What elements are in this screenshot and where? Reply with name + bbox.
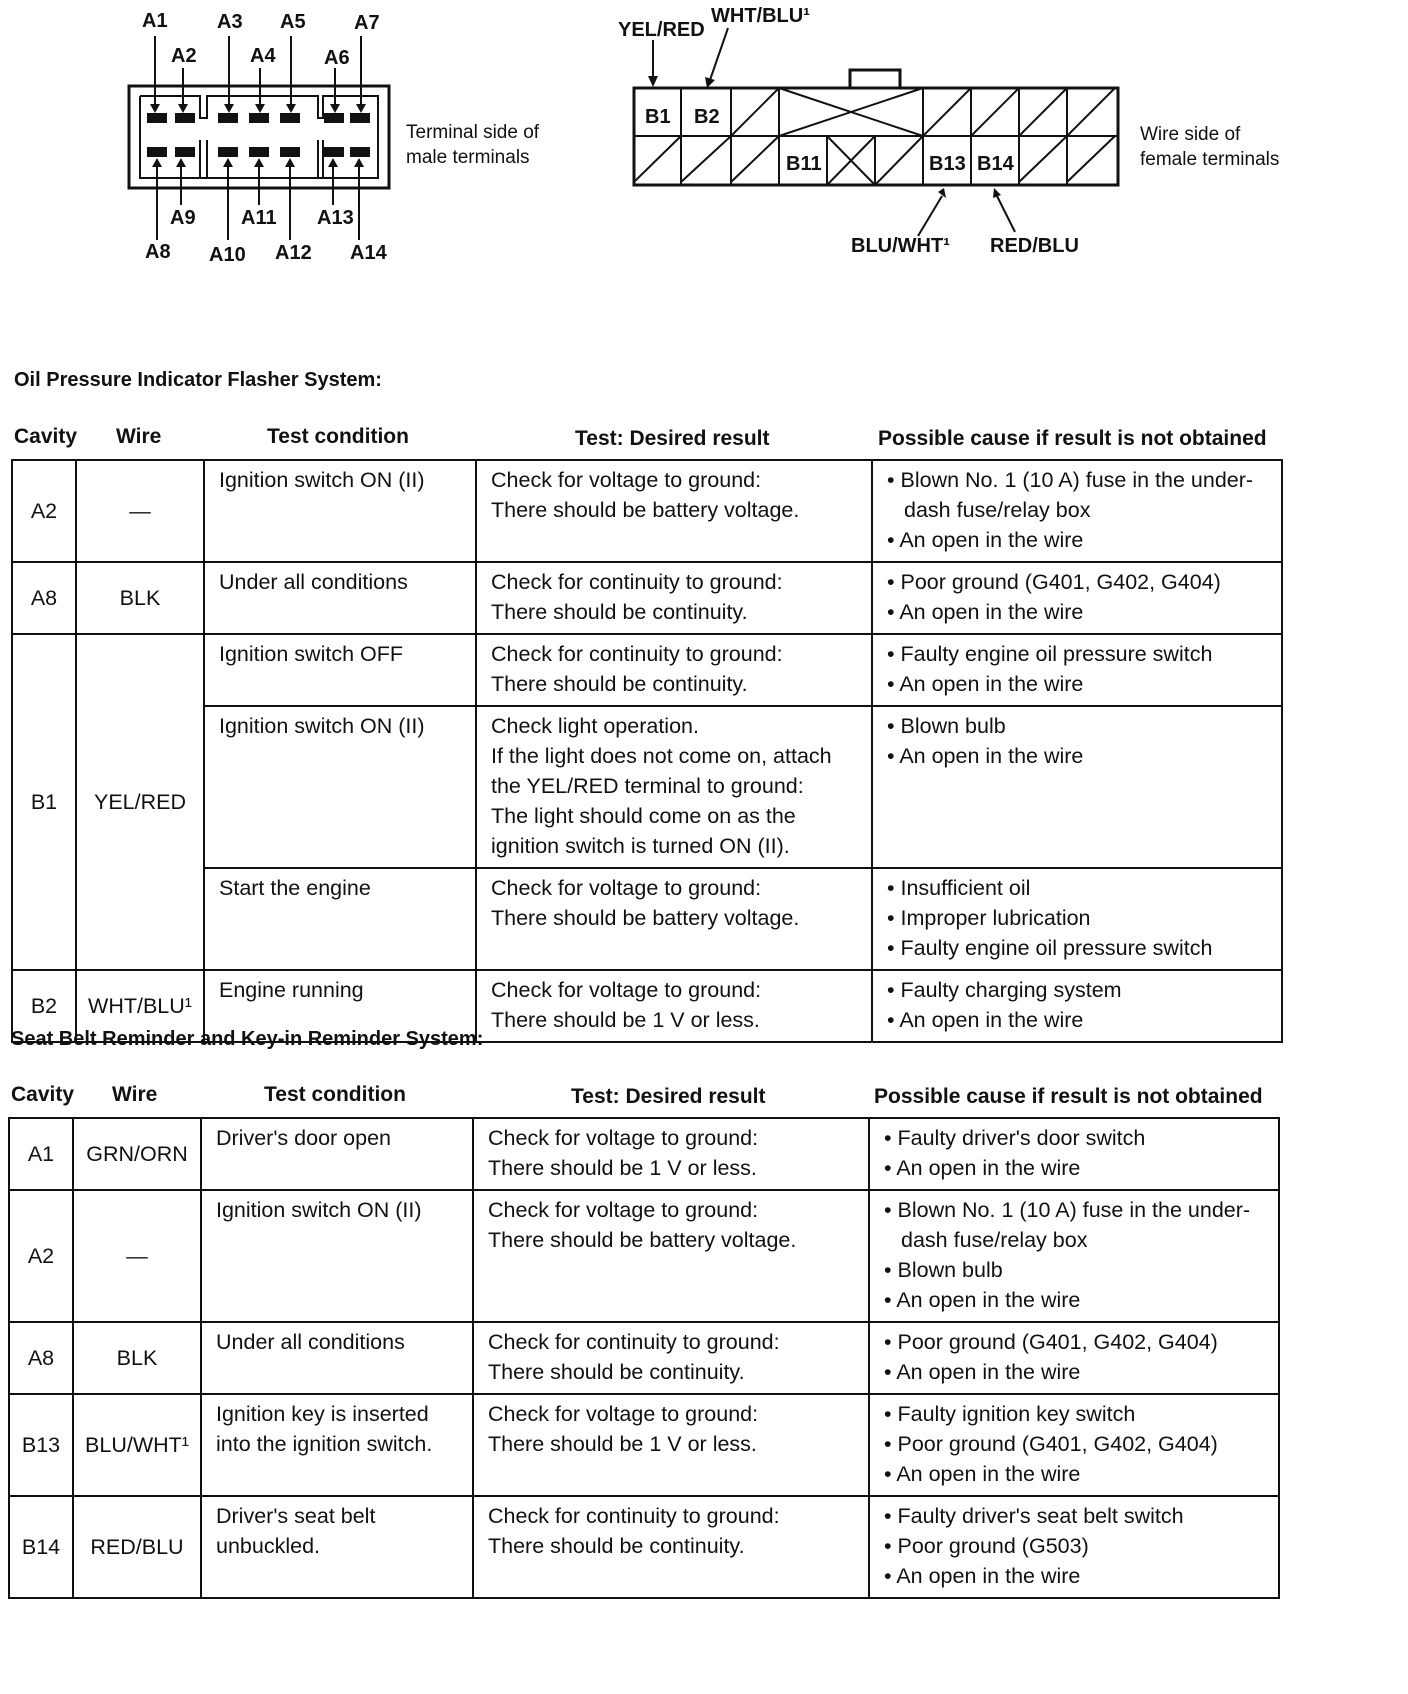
test-condition-cell-line: Start the engine <box>219 876 371 900</box>
pin-label-a3: A3 <box>217 11 243 33</box>
wire-cell: — <box>73 1190 201 1322</box>
possible-cause-cell-line: • Faulty engine oil pressure switch <box>887 936 1213 960</box>
test-condition-cell-line: Ignition switch OFF <box>219 642 403 666</box>
desired-result-cell-line: Check for voltage to ground: <box>488 1402 759 1426</box>
possible-cause-cell-line: • Faulty engine oil pressure switch <box>887 642 1213 666</box>
possible-cause-cell <box>869 1118 1279 1190</box>
test-condition-cell-line: unbuckled. <box>216 1534 320 1558</box>
oil-pressure-table <box>11 459 1283 1043</box>
desired-result-cell-line: the YEL/RED terminal to ground: <box>491 774 804 798</box>
test-condition-cell <box>204 460 476 562</box>
possible-cause-cell-line: • Faulty charging system <box>887 978 1122 1002</box>
desired-result-cell-line: There should be battery voltage. <box>488 1228 797 1252</box>
possible-cause-cell-line: • An open in the wire <box>884 1288 1081 1312</box>
test-condition-cell <box>204 706 476 868</box>
possible-cause-cell-line: • Poor ground (G401, G402, G404) <box>884 1330 1218 1354</box>
desired-result-cell-line: There should be continuity. <box>491 672 748 696</box>
table-row <box>9 1190 1279 1322</box>
oil-table-body <box>12 460 1282 1042</box>
pin-label-a5: A5 <box>280 11 306 33</box>
table-row <box>9 1322 1279 1394</box>
desired-result-cell <box>476 868 872 970</box>
possible-cause-cell-line: • Blown bulb <box>887 714 1006 738</box>
seat-belt-table <box>8 1117 1280 1599</box>
cavity-cell: A2 <box>9 1190 73 1322</box>
table-row <box>9 1118 1279 1190</box>
test-condition-cell-line: Ignition key is inserted <box>216 1402 429 1426</box>
test-condition-cell-line: Driver's door open <box>216 1126 391 1150</box>
possible-cause-cell <box>872 634 1282 706</box>
pin-label-a13: A13 <box>317 207 354 229</box>
male-terminal-pins <box>147 113 370 157</box>
possible-cause-cell-line: • Blown No. 1 (10 A) fuse in the under-dash fuse/relay box <box>887 468 1254 522</box>
table-row <box>9 1496 1279 1598</box>
cell-label-b2: B2 <box>694 106 720 128</box>
desired-result-cell <box>476 634 872 706</box>
wire-cell: GRN/ORN <box>73 1118 201 1190</box>
desired-result-cell-line: There should be continuity. <box>488 1534 745 1558</box>
possible-cause-cell-line: • An open in the wire <box>887 528 1084 552</box>
possible-cause-cell <box>872 868 1282 970</box>
header-desired-result: Test: Desired result <box>575 427 770 450</box>
desired-result-cell-line: Check for continuity to ground: <box>488 1504 780 1528</box>
table-row <box>12 460 1282 562</box>
wire-cell: BLU/WHT¹ <box>73 1394 201 1496</box>
possible-cause-cell-line: • Faulty driver's seat belt switch <box>884 1504 1184 1528</box>
wire-cell: RED/BLU <box>73 1496 201 1598</box>
possible-cause-cell-line: • Poor ground (G401, G402, G404) <box>884 1432 1218 1456</box>
test-condition-cell <box>201 1322 473 1394</box>
possible-cause-cell <box>869 1190 1279 1322</box>
pin-label-yel-red: YEL/RED <box>618 19 705 41</box>
desired-result-cell <box>476 460 872 562</box>
desired-result-cell-line: There should be 1 V or less. <box>488 1156 757 1180</box>
cavity-cell: B13 <box>9 1394 73 1496</box>
test-condition-cell-line: Under all conditions <box>219 570 408 594</box>
pin-label-a9: A9 <box>170 207 196 229</box>
possible-cause-cell-line: • An open in the wire <box>887 672 1084 696</box>
pin-label-a12: A12 <box>275 242 312 264</box>
desired-result-cell <box>476 970 872 1042</box>
cell-label-b1: B1 <box>645 106 671 128</box>
test-condition-cell-line: Ignition switch ON (II) <box>216 1198 422 1222</box>
desired-result-cell-line: Check light operation. <box>491 714 699 738</box>
pin-label-a10: A10 <box>209 244 246 266</box>
test-condition-cell-line: Driver's seat belt <box>216 1504 376 1528</box>
header-test-condition: Test condition <box>264 1083 406 1106</box>
cavity-cell: A1 <box>9 1118 73 1190</box>
cavity-cell: A2 <box>12 460 76 562</box>
desired-result-cell-line: There should be 1 V or less. <box>491 1008 760 1032</box>
pin-label-a7: A7 <box>354 12 380 34</box>
header-test-condition: Test condition <box>267 425 409 448</box>
desired-result-cell-line: ignition switch is turned ON (II). <box>491 834 790 858</box>
desired-result-cell-line: There should be 1 V or less. <box>488 1432 757 1456</box>
possible-cause-cell <box>872 706 1282 868</box>
possible-cause-cell-line: • An open in the wire <box>884 1564 1081 1588</box>
seat-section-title: Seat Belt Reminder and Key-in Reminder System: <box>11 1028 484 1050</box>
test-condition-cell <box>204 868 476 970</box>
desired-result-cell <box>473 1118 869 1190</box>
oil-section-title: Oil Pressure Indicator Flasher System: <box>14 369 382 391</box>
possible-cause-cell-line: • Improper lubrication <box>887 906 1091 930</box>
cavity-cell: B1 <box>12 634 76 970</box>
female-connector-latch <box>850 70 900 88</box>
desired-result-cell-line: There should be continuity. <box>491 600 748 624</box>
female-cell-grid <box>634 88 1118 185</box>
desired-result-cell-line: Check for voltage to ground: <box>488 1126 759 1150</box>
male-connector-caption: Terminal side of male terminals <box>406 122 540 168</box>
cell-label-b11: B11 <box>786 153 822 175</box>
header-possible-cause: Possible cause if result is not obtained <box>878 427 1267 450</box>
desired-result-cell-line: Check for continuity to ground: <box>491 570 783 594</box>
test-condition-cell <box>204 562 476 634</box>
pin-label-blu-wht: BLU/WHT¹ <box>851 235 950 257</box>
possible-cause-cell <box>869 1394 1279 1496</box>
test-condition-cell <box>201 1496 473 1598</box>
pin-label-a4: A4 <box>250 45 276 67</box>
possible-cause-cell <box>869 1496 1279 1598</box>
possible-cause-cell-line: • Insufficient oil <box>887 876 1031 900</box>
possible-cause-cell <box>872 460 1282 562</box>
possible-cause-cell-line: • Faulty driver's door switch <box>884 1126 1146 1150</box>
possible-cause-cell-line: • Faulty ignition key switch <box>884 1402 1136 1426</box>
pin-label-a1: A1 <box>142 10 168 32</box>
test-condition-cell <box>201 1394 473 1496</box>
header-possible-cause: Possible cause if result is not obtained <box>874 1085 1263 1108</box>
test-condition-cell <box>201 1190 473 1322</box>
female-pin-leader-lines <box>653 28 1015 236</box>
pin-label-red-blu: RED/BLU <box>990 235 1079 257</box>
possible-cause-cell-line: • An open in the wire <box>884 1360 1081 1384</box>
possible-cause-cell <box>872 970 1282 1042</box>
header-cavity: Cavity <box>14 425 78 448</box>
pin-label-wht-blu: WHT/BLU¹ <box>711 5 810 27</box>
possible-cause-cell-line: • Blown No. 1 (10 A) fuse in the under-dash fuse/relay box <box>884 1198 1251 1252</box>
test-condition-cell-line: Ignition switch ON (II) <box>219 468 425 492</box>
possible-cause-cell-line: • An open in the wire <box>884 1156 1081 1180</box>
desired-result-cell <box>473 1322 869 1394</box>
header-wire: Wire <box>116 425 162 448</box>
desired-result-cell-line: There should be battery voltage. <box>491 906 800 930</box>
cavity-cell: B14 <box>9 1496 73 1598</box>
wire-cell: WHT/BLU¹ <box>76 970 204 1042</box>
pin-label-a8: A8 <box>145 241 171 263</box>
female-connector-caption: Wire side of female terminals <box>1140 124 1280 170</box>
possible-cause-cell-line: • Blown bulb <box>884 1258 1003 1282</box>
possible-cause-cell-line: • An open in the wire <box>887 744 1084 768</box>
wire-cell: BLK <box>76 562 204 634</box>
test-condition-cell <box>201 1118 473 1190</box>
desired-result-cell-line: There should be continuity. <box>488 1360 745 1384</box>
desired-result-cell <box>473 1394 869 1496</box>
desired-result-cell-line: The light should come on as the <box>491 804 796 828</box>
desired-result-cell-line: There should be battery voltage. <box>491 498 800 522</box>
desired-result-cell <box>473 1496 869 1598</box>
cavity-cell: B2 <box>12 970 76 1042</box>
cell-label-b13: B13 <box>929 153 966 175</box>
desired-result-cell-line: Check for voltage to ground: <box>491 876 762 900</box>
possible-cause-cell <box>869 1322 1279 1394</box>
desired-result-cell-line: Check for continuity to ground: <box>491 642 783 666</box>
possible-cause-cell <box>872 562 1282 634</box>
table-row <box>9 1394 1279 1496</box>
possible-cause-cell-line: • An open in the wire <box>887 1008 1084 1032</box>
desired-result-cell-line: Check for voltage to ground: <box>491 978 762 1002</box>
test-condition-cell-line: Engine running <box>219 978 364 1002</box>
test-condition-cell <box>204 634 476 706</box>
male-connector-drawing <box>0 0 640 300</box>
test-condition-cell-line: into the ignition switch. <box>216 1432 433 1456</box>
possible-cause-cell-line: • Poor ground (G503) <box>884 1534 1089 1558</box>
header-wire: Wire <box>112 1083 158 1106</box>
header-cavity: Cavity <box>11 1083 75 1106</box>
cavity-cell: A8 <box>12 562 76 634</box>
possible-cause-cell-line: • An open in the wire <box>887 600 1084 624</box>
cell-label-b14: B14 <box>977 153 1014 175</box>
desired-result-cell-line: Check for continuity to ground: <box>488 1330 780 1354</box>
test-condition-cell-line: Under all conditions <box>216 1330 405 1354</box>
pin-label-a14: A14 <box>350 242 387 264</box>
pin-label-a2: A2 <box>171 45 197 67</box>
desired-result-cell-line: If the light does not come on, attach <box>491 744 832 768</box>
female-connector-drawing <box>600 0 1408 270</box>
wire-cell: YEL/RED <box>76 634 204 970</box>
pin-label-a6: A6 <box>324 47 350 69</box>
desired-result-cell <box>473 1190 869 1322</box>
wire-cell: BLK <box>73 1322 201 1394</box>
seat-table-body <box>9 1118 1279 1598</box>
table-row <box>12 562 1282 634</box>
desired-result-cell-line: Check for voltage to ground: <box>488 1198 759 1222</box>
test-condition-cell-line: Ignition switch ON (II) <box>219 714 425 738</box>
desired-result-cell-line: Check for voltage to ground: <box>491 468 762 492</box>
possible-cause-cell-line: • Poor ground (G401, G402, G404) <box>887 570 1221 594</box>
table-row <box>12 634 1282 706</box>
desired-result-cell <box>476 562 872 634</box>
pin-label-a11: A11 <box>241 207 277 229</box>
cavity-cell: A8 <box>9 1322 73 1394</box>
possible-cause-cell-line: • An open in the wire <box>884 1462 1081 1486</box>
desired-result-cell <box>476 706 872 868</box>
header-desired-result: Test: Desired result <box>571 1085 766 1108</box>
wire-cell: — <box>76 460 204 562</box>
